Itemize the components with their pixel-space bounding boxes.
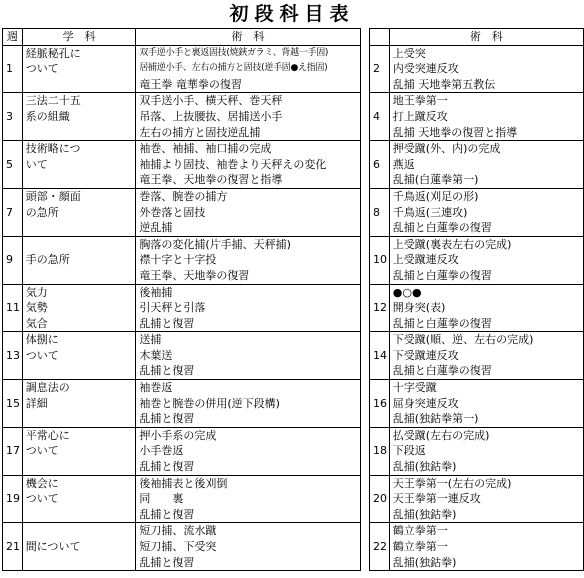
subject-cell: 気力 (22, 284, 136, 300)
technique-cell: 乱捕と復習 (136, 411, 360, 427)
column-gap (360, 348, 369, 364)
week-cell (3, 507, 23, 523)
technique2-cell: 上受蹴連反攻 (389, 252, 583, 268)
technique2-cell: 払受蹴(左右の完成) (389, 427, 583, 443)
table-row (3, 459, 584, 475)
technique-cell: 双手逆小手と裏返固技(焼鋏ガラミ、背越一手固) (136, 45, 360, 61)
week2-cell: 12 (370, 300, 390, 316)
technique-cell: 居捕逆小手、左右の捕方と固技(逆手固●え指固) (136, 61, 360, 77)
column-gap (360, 332, 369, 348)
subject-cell: 技術略につ (22, 141, 136, 157)
table-row (3, 205, 584, 221)
table-row (3, 491, 584, 507)
subject-cell (22, 172, 136, 188)
technique-cell: 袖捕より固技、袖巻より天秤えの変化 (136, 157, 360, 173)
table-row (3, 252, 584, 268)
subject-cell: 経脈秘孔に (22, 45, 136, 61)
technique2-cell: 天王拳第一(左右の完成) (389, 475, 583, 491)
table-row (3, 109, 584, 125)
technique-cell: 乱捕と復習 (136, 459, 360, 475)
technique2-cell: 乱捕と白蓮拳の復習 (389, 268, 583, 284)
column-gap (360, 363, 369, 379)
subject-cell: 三法二十五 (22, 93, 136, 109)
curriculum-table (2, 28, 584, 571)
week-cell: 1 (3, 61, 23, 77)
table-row (3, 188, 584, 204)
column-gap (360, 45, 369, 61)
week2-cell (370, 459, 390, 475)
technique-cell: 乱捕と復習 (136, 507, 360, 523)
subject-cell (22, 77, 136, 93)
table-row (3, 141, 584, 157)
technique-cell: 小手巻返 (136, 443, 360, 459)
table-row (3, 539, 584, 555)
table-row (3, 507, 584, 523)
technique-cell: 竜王拳 竜華拳の復習 (136, 77, 360, 93)
table-row (3, 61, 584, 77)
subject-cell (22, 363, 136, 379)
column-gap (360, 205, 369, 221)
column-gap (360, 157, 369, 173)
column-gap (360, 109, 369, 125)
technique2-cell: 地王拳第一 (389, 93, 583, 109)
technique2-cell: 開身突(表) (389, 300, 583, 316)
week-header: 週 (3, 29, 23, 46)
technique-cell: 後袖捕表と後刈倒 (136, 475, 360, 491)
week-cell (3, 475, 23, 491)
week-cell (3, 188, 23, 204)
week2-cell (370, 77, 390, 93)
week-cell: 15 (3, 396, 23, 412)
subject-cell (22, 125, 136, 141)
column-gap (360, 93, 369, 109)
week2-cell (370, 507, 390, 523)
week2-cell (370, 220, 390, 236)
week2-cell (370, 141, 390, 157)
week2-cell: 20 (370, 491, 390, 507)
column-gap (360, 475, 369, 491)
week-cell: 3 (3, 109, 23, 125)
week-cell (3, 172, 23, 188)
subject-cell: 気合 (22, 316, 136, 332)
week-cell (3, 555, 23, 571)
week-cell (3, 93, 23, 109)
week2-cell (370, 93, 390, 109)
week2-cell (370, 316, 390, 332)
technique2-cell: 乱捕と白蓮拳の復習 (389, 363, 583, 379)
technique-cell: 送捕 (136, 332, 360, 348)
week-cell: 11 (3, 300, 23, 316)
week2-cell (370, 380, 390, 396)
subject-cell: いて (22, 157, 136, 173)
table-row (3, 316, 584, 332)
column-gap (360, 316, 369, 332)
week-cell (3, 236, 23, 252)
week2-cell: 22 (370, 539, 390, 555)
column-gap (360, 380, 369, 396)
week2-cell (370, 188, 390, 204)
subject-cell (22, 459, 136, 475)
column-gap (360, 523, 369, 539)
technique-cell: 引天秤と引落 (136, 300, 360, 316)
subject-cell: 詳細 (22, 396, 136, 412)
technique-cell: 乱捕と復習 (136, 363, 360, 379)
technique-header: 術 科 (136, 29, 360, 46)
table-row (3, 411, 584, 427)
subject-cell: ついて (22, 491, 136, 507)
week-cell: 9 (3, 252, 23, 268)
column-gap (360, 172, 369, 188)
column-gap (360, 300, 369, 316)
week2-cell: 18 (370, 443, 390, 459)
week2-cell (370, 523, 390, 539)
technique2-cell: 乱捕(独鈷拳) (389, 555, 583, 571)
table-row (3, 268, 584, 284)
table-row (3, 157, 584, 173)
week2-cell: 4 (370, 109, 390, 125)
technique2-cell: 千鳥返(刈足の形) (389, 188, 583, 204)
column-gap (360, 268, 369, 284)
week-cell (3, 77, 23, 93)
week2-cell (370, 363, 390, 379)
column-gap (360, 443, 369, 459)
subject-cell: 平常心に (22, 427, 136, 443)
technique-cell: 乱捕と復習 (136, 555, 360, 571)
table-row (3, 93, 584, 109)
table-row (3, 380, 584, 396)
table-row (3, 77, 584, 93)
week2-cell (370, 427, 390, 443)
table-row (3, 555, 584, 571)
subject-cell (22, 236, 136, 252)
week2-cell (370, 332, 390, 348)
technique2-cell: 下受蹴(順、逆、左右の完成) (389, 332, 583, 348)
technique-cell: 吊落、上抜腰抜、居捕送小手 (136, 109, 360, 125)
table-row (3, 348, 584, 364)
week2-cell: 6 (370, 157, 390, 173)
table-row (3, 363, 584, 379)
subject-cell (22, 220, 136, 236)
table-row (3, 220, 584, 236)
technique2-cell: 屈身突連反攻 (389, 396, 583, 412)
page-title: 初段科目表 (229, 3, 355, 25)
column-gap (360, 539, 369, 555)
technique-cell: 逆乱捕 (136, 220, 360, 236)
technique2-cell: 下段返 (389, 443, 583, 459)
week-cell (3, 268, 23, 284)
column-gap (360, 507, 369, 523)
table-body (3, 45, 584, 571)
technique-cell: 袖巻と腕巻の併用(逆下段構) (136, 396, 360, 412)
technique-cell: 左右の捕方と固技逆乱捕 (136, 125, 360, 141)
technique2-header: 術 科 (389, 29, 583, 46)
technique2-cell: 押受蹴(外、内)の完成 (389, 141, 583, 157)
week-cell: 21 (3, 539, 23, 555)
week2-cell: 8 (370, 205, 390, 221)
technique-cell: 双手送小手、横天秤、巻天秤 (136, 93, 360, 109)
week-cell (3, 363, 23, 379)
technique-cell: 竜王拳、天地拳の復習と指導 (136, 172, 360, 188)
week-cell (3, 141, 23, 157)
technique-cell: 木葉送 (136, 348, 360, 364)
week2-cell (370, 45, 390, 61)
week2-cell (370, 236, 390, 252)
week2-cell (370, 411, 390, 427)
column-gap (360, 29, 369, 46)
week-cell (3, 125, 23, 141)
column-gap (360, 459, 369, 475)
week2-cell: 2 (370, 61, 390, 77)
technique-cell: 短刀捕、下受突 (136, 539, 360, 555)
week-cell: 7 (3, 205, 23, 221)
table-row (3, 45, 584, 61)
week-cell (3, 220, 23, 236)
column-gap (360, 61, 369, 77)
technique2-cell: 乱捕と白蓮拳の復習 (389, 316, 583, 332)
technique-cell: 胸落の変化捕(片手捕、天秤捕) (136, 236, 360, 252)
subject-cell: 間について (22, 539, 136, 555)
week-cell: 5 (3, 157, 23, 173)
technique2-cell: 乱捕(独鈷拳) (389, 459, 583, 475)
week-cell (3, 427, 23, 443)
week-cell (3, 459, 23, 475)
technique2-cell: 天王拳第一連反攻 (389, 491, 583, 507)
technique2-cell: 乱捕と白蓮拳の復習 (389, 220, 583, 236)
week-cell: 19 (3, 491, 23, 507)
table-row (3, 443, 584, 459)
column-gap (360, 491, 369, 507)
technique-cell: 襟十字と十字投 (136, 252, 360, 268)
column-gap (360, 236, 369, 252)
week-cell (3, 411, 23, 427)
technique2-cell: 十字受蹴 (389, 380, 583, 396)
week2-cell (370, 475, 390, 491)
week2-cell: 14 (370, 348, 390, 364)
technique2-cell: 乱捕(白蓮拳第一) (389, 172, 583, 188)
column-gap (360, 396, 369, 412)
week-cell (3, 316, 23, 332)
column-gap (360, 220, 369, 236)
subject-cell: 体捌に (22, 332, 136, 348)
technique2-cell: 千鳥返(三連攻) (389, 205, 583, 221)
week2-header (370, 29, 390, 46)
column-gap (360, 125, 369, 141)
table-row (3, 475, 584, 491)
technique2-cell: ●○● (389, 284, 583, 300)
week2-cell (370, 268, 390, 284)
technique2-cell: 乱捕 天地拳第五教伝 (389, 77, 583, 93)
column-gap (360, 555, 369, 571)
week2-cell: 16 (370, 396, 390, 412)
subject-cell (22, 523, 136, 539)
column-gap (360, 252, 369, 268)
technique2-cell: 燕返 (389, 157, 583, 173)
table-row (3, 172, 584, 188)
technique2-cell: 上受突 (389, 45, 583, 61)
technique2-cell: 乱捕 天地拳の復習と指導 (389, 125, 583, 141)
subject-cell: 機会に (22, 475, 136, 491)
technique2-cell: 打上蹴反攻 (389, 109, 583, 125)
subject-cell (22, 268, 136, 284)
week2-cell (370, 555, 390, 571)
technique-cell: 後袖捕 (136, 284, 360, 300)
week2-cell (370, 172, 390, 188)
technique2-cell: 上受蹴(裏表左右の完成) (389, 236, 583, 252)
technique2-cell: 乱捕(独鈷拳) (389, 507, 583, 523)
table-row (3, 300, 584, 316)
subject-cell (22, 411, 136, 427)
column-gap (360, 141, 369, 157)
column-gap (360, 284, 369, 300)
week-cell: 17 (3, 443, 23, 459)
technique-cell: 同 裏 (136, 491, 360, 507)
subject-cell: の急所 (22, 205, 136, 221)
technique2-cell: 鶴立拳第一 (389, 523, 583, 539)
table-row (3, 396, 584, 412)
technique-cell: 短刀捕、流水蹴 (136, 523, 360, 539)
subject-header: 学 科 (22, 29, 136, 46)
subject-cell: 調息法の (22, 380, 136, 396)
subject-cell (22, 555, 136, 571)
week-cell (3, 45, 23, 61)
table-row (3, 523, 584, 539)
subject-cell: 系の組織 (22, 109, 136, 125)
table-row (3, 236, 584, 252)
technique-cell: 巻落、腕巻の捕方 (136, 188, 360, 204)
technique2-cell: 内受突連反攻 (389, 61, 583, 77)
column-gap (360, 188, 369, 204)
technique-cell: 袖巻、袖捕、袖口捕の完成 (136, 141, 360, 157)
technique2-cell: 鶴立拳第一 (389, 539, 583, 555)
week-cell (3, 284, 23, 300)
week2-cell (370, 284, 390, 300)
technique-cell: 乱捕と復習 (136, 316, 360, 332)
subject-cell: ついて (22, 61, 136, 77)
column-gap (360, 411, 369, 427)
subject-cell: ついて (22, 348, 136, 364)
week-cell (3, 380, 23, 396)
week-cell: 13 (3, 348, 23, 364)
technique-cell: 袖巻返 (136, 380, 360, 396)
week-cell (3, 332, 23, 348)
subject-cell: 頭部・顔面 (22, 188, 136, 204)
header-row (3, 29, 584, 46)
week-cell (3, 523, 23, 539)
technique-cell: 外巻落と固技 (136, 205, 360, 221)
table-row (3, 332, 584, 348)
week2-cell (370, 125, 390, 141)
subject-cell: 手の急所 (22, 252, 136, 268)
column-gap (360, 77, 369, 93)
table-row (3, 125, 584, 141)
table-row (3, 284, 584, 300)
technique-cell: 押小手系の完成 (136, 427, 360, 443)
technique-cell: 竜王拳、天地拳の復習 (136, 268, 360, 284)
subject-cell (22, 507, 136, 523)
column-gap (360, 427, 369, 443)
subject-cell: 気勢 (22, 300, 136, 316)
technique2-cell: 乱捕(独鈷拳第一) (389, 411, 583, 427)
week2-cell: 10 (370, 252, 390, 268)
table-row (3, 427, 584, 443)
subject-cell: ついて (22, 443, 136, 459)
technique2-cell: 下受蹴連反攻 (389, 348, 583, 364)
